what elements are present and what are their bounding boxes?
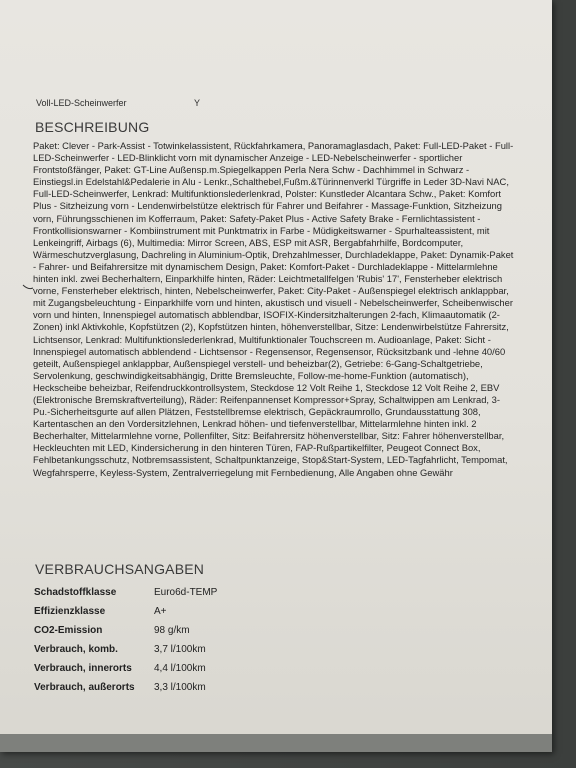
consumption-value: 98 g/km <box>154 625 190 636</box>
description-title: BESCHREIBUNG <box>35 119 150 135</box>
consumption-label: Verbrauch, komb. <box>34 644 118 655</box>
consumption-value: A+ <box>154 606 167 617</box>
feature-label: Voll-LED-Scheinwerfer <box>36 98 127 108</box>
table-row <box>34 602 294 621</box>
page-bottom-band <box>0 734 552 752</box>
table-row <box>34 621 294 640</box>
consumption-value: 3,7 l/100km <box>154 644 206 655</box>
description-text: Paket: Clever - Park-Assist - Totwinkelassistent, Rückfahrkamera, Panoramaglasdach, Paket: Full-LED-Paket - Full-LED-Scheinwerfer - LED-Blinklicht vorn mit dynamischer Anzeige - LED-Nebelscheinwerfer - sportlicher Frontstoßfänger, Paket: GT-Line Außensp.m.Spiegelkappen Perla Nera Schw - Dachhimmel in Schwarz - Einstiegsl.in Edelstahl&Pedalerie in Alu - Lenkr.,Schalthebel,Fußm.&Türinnenverkl Türgriffe in Leder 3D-Navi NAC, Full-LED-Scheinwerfer, Lenkrad: Multifunktionslederlenkrad, Polster: Kunstleder Alcantara Schw., Paket: Komfort Plus - Sitzheizung vorn - Lendenwirbelstütze elektrisch für Fahrer und Beifahrer - Massage-Funktion, Sitzheizung vorn, Führungsschienen im Kofferraum, Paket: Safety-Paket Plus - Active Safety Brake - Fernlichtassistent - Frontkollisionswarner - Kombiinstrument mit Punktmatrix in Farbe - Müdigkeitswarner - Spurhalteassistent, mit Lenkeingriff, Airbags (6), Multimedia: Mirror Screen, ABS, ESP mit ASR, Bergabfahrhilfe, Bordcomputer, Wärmeschutzverglasung, Dachreling in Aluminium-Optik, Drehzahlmesser, Durchladeklappe, Paket: Dynamik-Paket - Fahrer- und Beifahrersitze mit dynamischem Design, Paket: Komfort-Paket - Durchladeklappe - Mittelarmlehne hinten inkl. zwei Becherhaltern, Einparkhilfe hinten, Räder: Leichtmetallfelgen 'Rubis' 17', Fensterheber elektrisch vorne, Fensterheber elektrisch, hinten, Nebelscheinwerfer, Paket: City-Paket - Außenspiegel elektrisch anklappbar, mit Zugangsbeleuchtung - Einparkhilfe vorn und hinten, akustisch und visuell - Nebelscheinwerfer, Scheibenwischer vorn und hinten, Innenspiegel automatisch abblendbar, ISOFIX-Kindersitzhalterungen 2-fach, Klimaautomatik (2-Zonen) inkl Aktivkohle, Kopfstützen (2), Kopfstützen hinten, höhenverstellbar, Sitze: Lendenwirbelstütze Fahrersitz, Lichtsensor, Lenkrad: Multifunktionslederlenkrad, Multifunktionaler Touchscreen m. Audioanlage, Paket: Sicht - Innenspiegel automatisch abblendend - Lichtsensor - Regensensor, Regensensor, Rücksitzbank und -lehne 40/60 geteilt, Außenspiegel anklappbar, Außenspiegel verstell- und beheizbar(2), Getriebe: 6-Gang-Schaltgetriebe, Servolenkung, geschwindigkeitsabhängig, Dritte Bremsleuchte, Follow-me-home-Funktion (automatisch), Heckscheibe beheizbar, Reifendruckkontrollsystem, Steckdose 12 Volt Reihe 1, Steckdose 12 Volt Reihe 2, EBV (Elektronische Bremskraftverteilung), Räder: Reifenpannenset Kompressor+Spray, Schaltwippen am Lenkrad, 3-Pu.-Sicherheitsgurte auf allen Plätzen, Feststellbremse elektrisch, Gepäckraumrollo, Grundausstattung 308, Kartentaschen an den Vordersitzlehnen, Lenkrad höhen- und tiefenverstellbar, Mittelarmlehne hinten inkl. 2 Becherhalter, Mittelarmlehne vorne, Pollenfilter, Sitz: Beifahrersitz höhenverstellbar, Sitz: Fahrer höhenverstellbar, Heckleuchten mit LED, Kindersicherung in den hinteren Türen, FAP-Rußpartikelfilter, Peugeot Connect Box, Fehlbetankungsschutz, Notbremsassistent, Schaltpunktanzeige, Stop&Start-System, LED-Tagfahrlicht, Tempomat, Wegfahrsperre, Keyless-System, Zentralverriegelung mit Fernbedienung, Alle Angaben ohne Gewähr <box>33 140 514 478</box>
consumption-value: 4,4 l/100km <box>154 663 206 674</box>
feature-row <box>36 98 456 108</box>
table-row <box>34 659 294 678</box>
feature-value: Y <box>194 98 201 108</box>
pen-mark <box>22 284 34 290</box>
consumption-label: Verbrauch, innerorts <box>34 663 132 674</box>
consumption-value: Euro6d-TEMP <box>154 587 218 598</box>
table-row <box>34 583 294 602</box>
consumption-label: Schadstoffklasse <box>34 587 117 598</box>
table-row <box>34 678 294 697</box>
consumption-label: Verbrauch, außerorts <box>34 682 135 693</box>
consumption-label: Effizienzklasse <box>34 606 106 617</box>
table-row <box>34 640 294 659</box>
consumption-value: 3,3 l/100km <box>154 682 206 693</box>
consumption-label: CO2-Emission <box>34 625 103 636</box>
consumption-table <box>34 583 294 697</box>
consumption-title: VERBRAUCHSANGABEN <box>35 561 205 577</box>
